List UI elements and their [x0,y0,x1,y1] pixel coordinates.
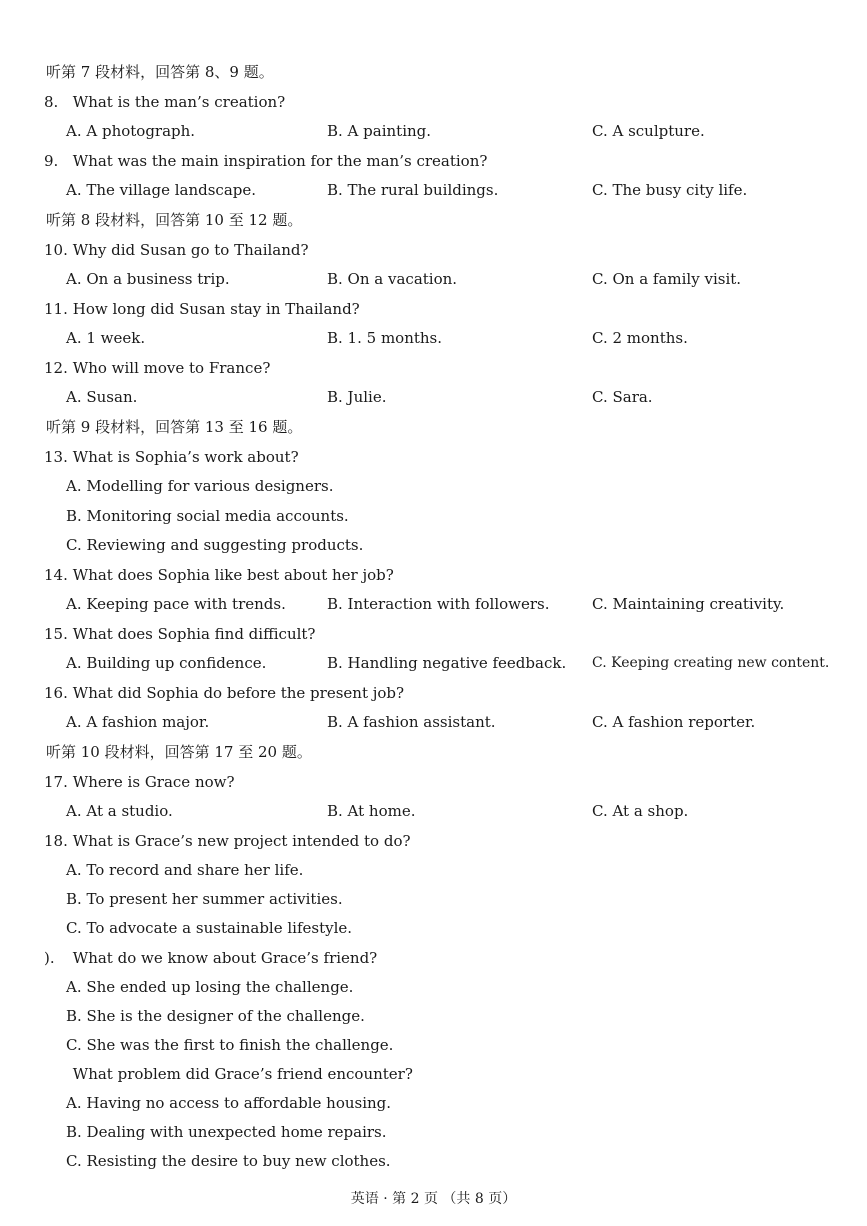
question-text: Where is Grace now? [72,773,235,791]
question-19 [44,944,867,972]
options-10 [0,265,867,293]
question-text: What does Sophia like best about her job? [72,566,394,584]
option-18c [0,914,867,942]
option-b: B. At home. [327,802,416,820]
option-c: C. The busy city life. [592,181,748,199]
option-c: C. 2 months. [592,329,688,347]
option-19c [0,1031,867,1059]
question-text: What is Sophia’s work about? [72,448,299,466]
question-text: What do we know about Grace’s friend? [72,949,378,967]
option-13c [0,531,867,559]
option-a: A. She ended up losing the challenge. [66,978,354,996]
question-15 [44,620,867,648]
question-10 [44,236,867,264]
question-number: 17. [44,773,68,791]
question-number: 9. [44,152,59,170]
question-text: How long did Susan stay in Thailand? [72,300,360,318]
option-a: A. The village landscape. [66,181,257,199]
options-9 [0,176,867,204]
option-a: A. Having no access to affordable housing. [66,1094,392,1112]
page-footer: 英语 · 第 2 页 （共 8 页） [350,1191,517,1207]
section-header-10: 听第 10 段材料，回答第 17 至 20 题。 [46,743,312,761]
question-13 [44,443,867,471]
question-number: 14. [44,566,68,584]
option-c: C. Resisting the desire to buy new clothes. [66,1152,391,1170]
question-12 [44,354,867,382]
option-a: A. A fashion major. [66,713,210,731]
option-a: A. To record and share her life. [66,861,304,879]
question-text: What was the main inspiration for the man’s creation? [72,152,488,170]
question-14 [44,561,867,589]
option-13a [0,472,867,500]
options-11 [0,324,867,352]
option-20a [0,1089,867,1117]
options-17 [0,797,867,825]
question-number: ). [44,949,55,967]
option-c: C. Sara. [592,388,653,406]
question-20 [44,1060,867,1088]
option-a: A. 1 week. [66,329,146,347]
option-c: C. At a shop. [592,802,689,820]
option-19a [0,973,867,1001]
option-c: C. On a family visit. [592,270,742,288]
option-18b [0,885,867,913]
question-11 [44,295,867,323]
option-b: B. She is the designer of the challenge. [66,1007,365,1025]
option-c: C. A sculpture. [592,122,705,140]
question-text: What did Sophia do before the present job? [72,684,405,702]
question-17 [44,768,867,796]
option-b: B. On a vacation. [327,270,458,288]
question-text: Why did Susan go to Thailand? [72,241,309,259]
option-b: B. Dealing with unexpected home repairs. [66,1123,387,1141]
options-16 [0,708,867,736]
question-text: What problem did Grace’s friend encounter? [72,1065,413,1083]
question-number: 12. [44,359,68,377]
option-b: B. Handling negative feedback. [327,654,567,672]
option-20c [0,1147,867,1175]
options-12 [0,383,867,411]
section-header-9: 听第 9 段材料，回答第 13 至 16 题。 [46,418,303,436]
question-number: 13. [44,448,68,466]
option-b: B. 1. 5 months. [327,329,443,347]
question-number: 18. [44,832,68,850]
option-c: C. To advocate a sustainable lifestyle. [66,919,353,937]
question-number: 8. [44,93,59,111]
options-15 [0,649,867,677]
question-9 [44,147,867,175]
option-c: C. A fashion reporter. [592,713,756,731]
option-a: A. A photograph. [66,122,196,140]
question-16 [44,679,867,707]
option-13b [0,502,867,530]
options-14 [0,590,867,618]
question-text: What does Sophia find difficult? [72,625,316,643]
options-8 [0,117,867,145]
question-number: 11. [44,300,68,318]
option-b: B. To present her summer activities. [66,890,343,908]
question-text: What is Grace’s new project intended to do? [72,832,411,850]
option-a: A. On a business trip. [66,270,230,288]
question-number: 10. [44,241,68,259]
option-c: C. Maintaining creativity. [592,595,785,613]
option-b: B. Interaction with followers. [327,595,550,613]
option-19b [0,1002,867,1030]
option-18a [0,856,867,884]
option-a: A. Keeping pace with trends. [66,595,286,613]
question-number: 15. [44,625,68,643]
option-c: C. She was the first to finish the challenge. [66,1036,394,1054]
option-a: A. Building up confidence. [66,654,267,672]
section-header-7: 听第 7 段材料，回答第 8、9 题。 [46,63,274,81]
option-b: B. Monitoring social media accounts. [66,507,349,525]
question-text: Who will move to France? [72,359,271,377]
option-a: A. Susan. [66,388,138,406]
option-20b [0,1118,867,1146]
option-a: A. At a studio. [66,802,173,820]
option-b: B. Julie. [327,388,387,406]
option-b: B. The rural buildings. [327,181,499,199]
question-number: 16. [44,684,68,702]
option-a: A. Modelling for various designers. [66,477,334,495]
option-b: B. A fashion assistant. [327,713,496,731]
section-header-8: 听第 8 段材料，回答第 10 至 12 题。 [46,211,303,229]
option-c: C. Reviewing and suggesting products. [66,536,364,554]
question-18 [44,827,867,855]
option-b: B. A painting. [327,122,432,140]
question-text: What is the man’s creation? [72,93,286,111]
question-8 [44,88,867,116]
option-c: C. Keeping creating new content. [592,655,830,671]
